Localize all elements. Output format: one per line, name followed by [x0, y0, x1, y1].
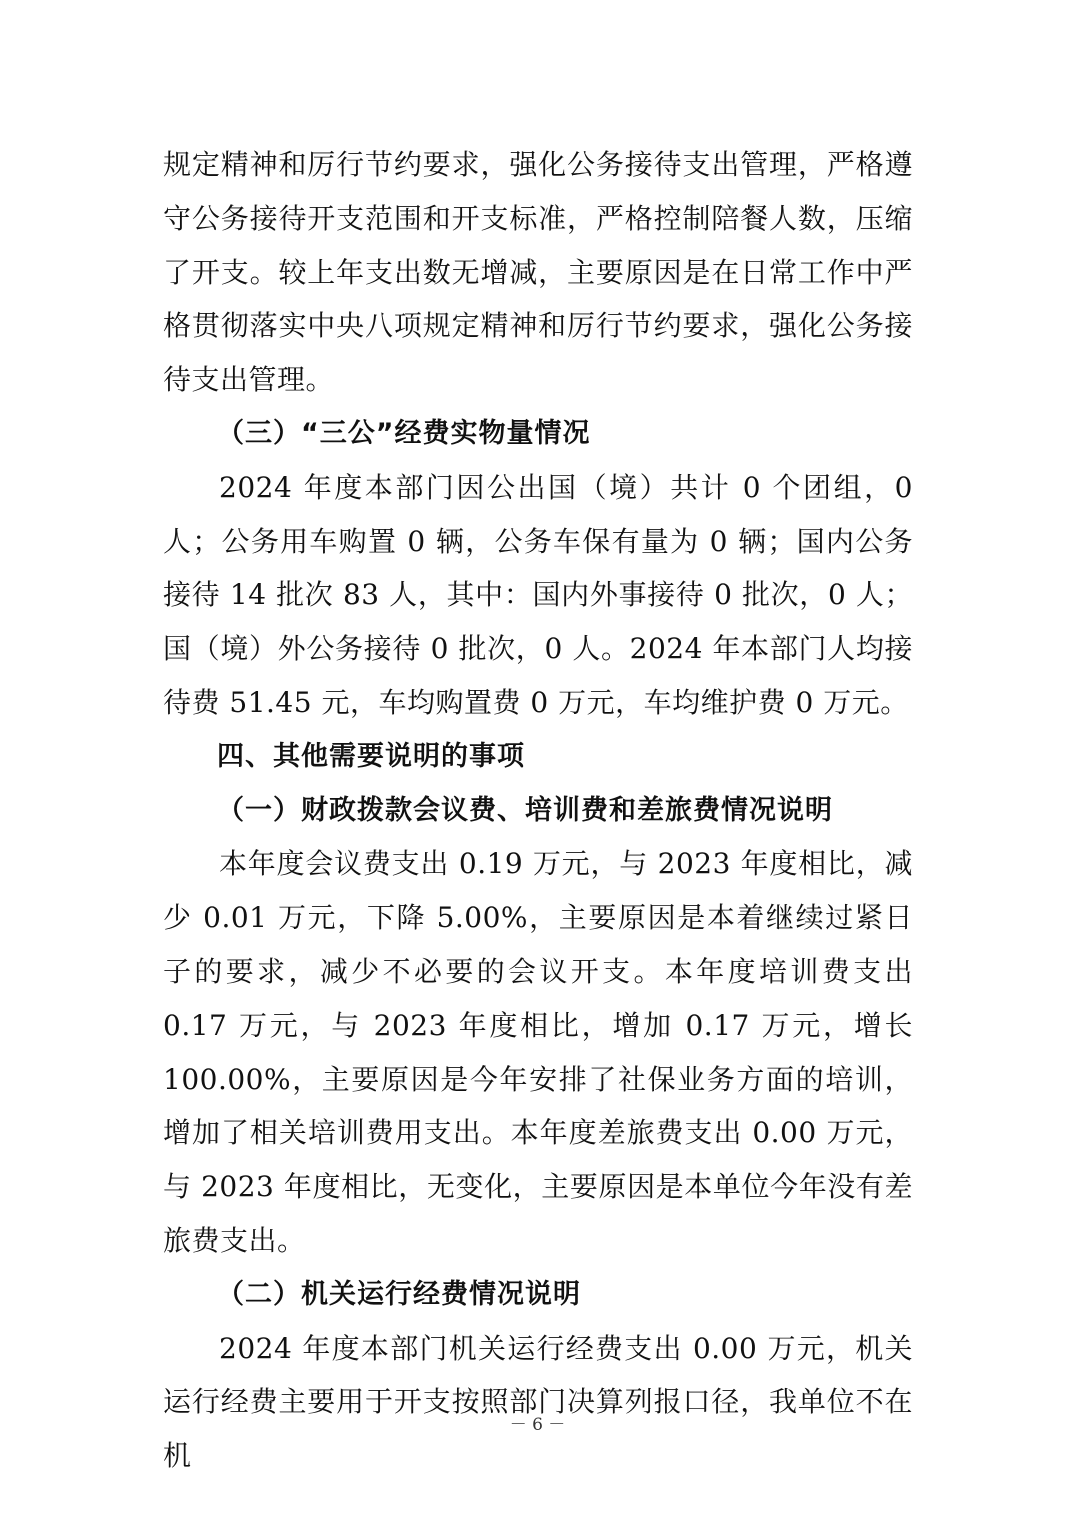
paragraph-meeting-training-travel: 本年度会议费支出 0.19 万元，与 2023 年度相比，减少 0.01 万元，下降 5.00%，主要原因是本着继续过紧日子的要求，减少不必要的会议开支。本年度培训费支出 0.17 万元，与 2023 年度相比，增加 0.17 万元，增长 100.00%，主要原因是今年安排了社保业务方面的培训，增加了相关培训费用支出。本年度差旅费支出 0.00 万元，与 2023 年度相比，无变化，主要原因是本单位今年没有差旅费支出。 — [163, 847, 913, 1257]
page-number: － 6 － — [509, 1415, 566, 1435]
heading-meeting-training-travel: （一）财政拨款会议费、培训费和差旅费情况说明 — [217, 794, 833, 826]
paragraph-operating-expenses: 2024 年度本部门机关运行经费支出 0.00 万元，机关运行经费主要用于开支按照部门决算列报口径，我单位不在机 — [163, 1331, 913, 1473]
paragraph-physical-quantities: 2024 年度本部门因公出国（境）共计 0 个团组，0 人；公务用车购置 0 辆，公务车保有量为 0 辆；国内公务接待 14 批次 83 人，其中：国内外事接待 0 批次，0 人；国（境）外公务接待 0 批次，0 人。2024 年本部门人均接待费 51.45 元，车均购置费 0 万元，车均维护费 0 万元。 — [163, 470, 913, 719]
paragraph-reception-management: 规定精神和厉行节约要求，强化公务接待支出管理，严格遵守公务接待开支范围和开支标准，严格控制陪餐人数，压缩了开支。较上年支出数无增减，主要原因是在日常工作中严格贯彻落实中央八项规定精神和厉行节约要求，强化公务接待支出管理。 — [163, 148, 913, 397]
heading-other-matters: 四、其他需要说明的事项 — [217, 740, 525, 772]
heading-three-public-physical: （三）“三公”经费实物量情况 — [217, 417, 591, 449]
heading-operating-expenses: （二）机关运行经费情况说明 — [217, 1278, 581, 1310]
document-body — [163, 138, 913, 1483]
